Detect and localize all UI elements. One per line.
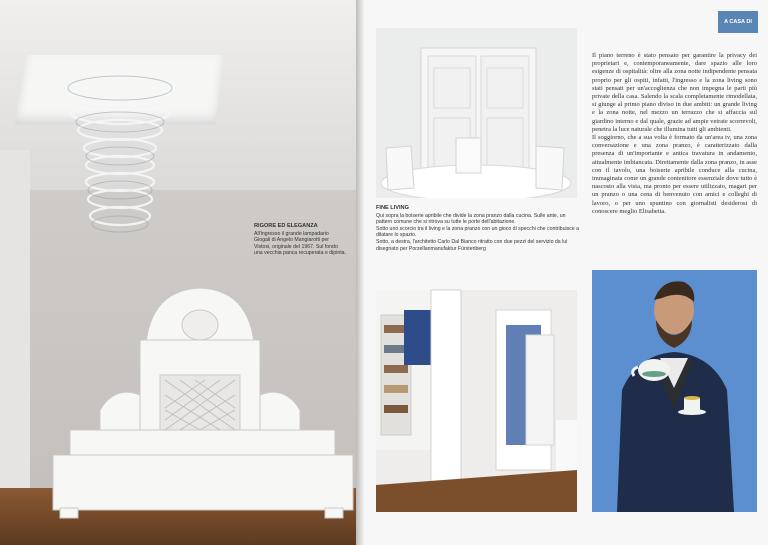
portrait-photo	[592, 270, 757, 512]
chandelier-image	[60, 60, 180, 235]
caption-line: Sotto uno scorcio tra il living e la zona pranzo con un gioco di specchi che contribuisce a dilatare lo spazio.	[376, 225, 580, 239]
caption-text: All'ingresso il grande lampadario Giogali di Angelo Mangiarotti per Vistosi, originale del 1967. Sul fondo una vecchia panca recuperata e dipinta.	[254, 230, 346, 257]
living-room-photo	[376, 270, 577, 512]
left-page-photo	[0, 0, 356, 545]
caption-title: FINE LIVING	[376, 205, 409, 211]
photo-caption-fine-living	[376, 205, 581, 252]
caption-line: Sotto, a destra, l'architetto Carlo Dal Bianco ritratto con due pezzi del servizio da lui disegnato per Porzellanmanufaktur Fürstenberg	[376, 238, 568, 252]
article-body	[592, 52, 757, 216]
article-paragraph: Il piano terreno è stato pensato per garantire la privacy dei proprietari e, contemporaneamente, dare spazio alle loro esigenze di ospitalità: oltre alla zona notte indipendente pensata proprio per gli ospiti, infatti, l'ingresso e la zona living sono stati pensati per un'accoglienza che non impegna le parti più private della casa. Salendo la scala completamente rimodellata, si giunge al primo piano diviso in due ambiti: un grande living e la zona notte, nel mezzo un terrazzo che si affaccia sul giardino interno e dal quale, grazie ad ampie vetrate scorrevoli, penetra la luce naturale che illumina tutti gli ambienti.	[592, 52, 757, 133]
caption-title: RIGORE ED ELEGANZA	[254, 223, 318, 229]
caption-line: Qui sopra la boiserie apribile che divide la zona pranzo dalla cucina. Sulle ante, un pattern comune che si ritrova su tutte le porte dell'abitazione.	[376, 212, 566, 226]
carved-bench-image	[45, 280, 355, 520]
photo-caption	[254, 223, 346, 257]
page-gutter	[356, 0, 364, 545]
side-wall	[0, 150, 30, 490]
section-tab: A CASA DI	[718, 11, 758, 33]
article-paragraph: Il soggiorno, che a sua volta è formato da un'area tv, una zona conversazione e una zona pranzo, è caratterizzato dalla presenza di un'importante e antica travatura in andamento, attualmente imbiancata. Direttamente dalla zona pranzo, in asse con il tavolo, una boiserie apribile conduce alla cucina, immaginata come un grande contenitore essenziale dove tutto è nascosto alla vista, ma pronto per essere utilizzato, magari per un pranzo o una cena di benvenuto con amici e colleghi di lavoro, o per uno spuntino con giornalisti desiderosi di conoscere meglio Elisabetta.	[592, 134, 757, 215]
dining-room-photo	[376, 28, 577, 198]
